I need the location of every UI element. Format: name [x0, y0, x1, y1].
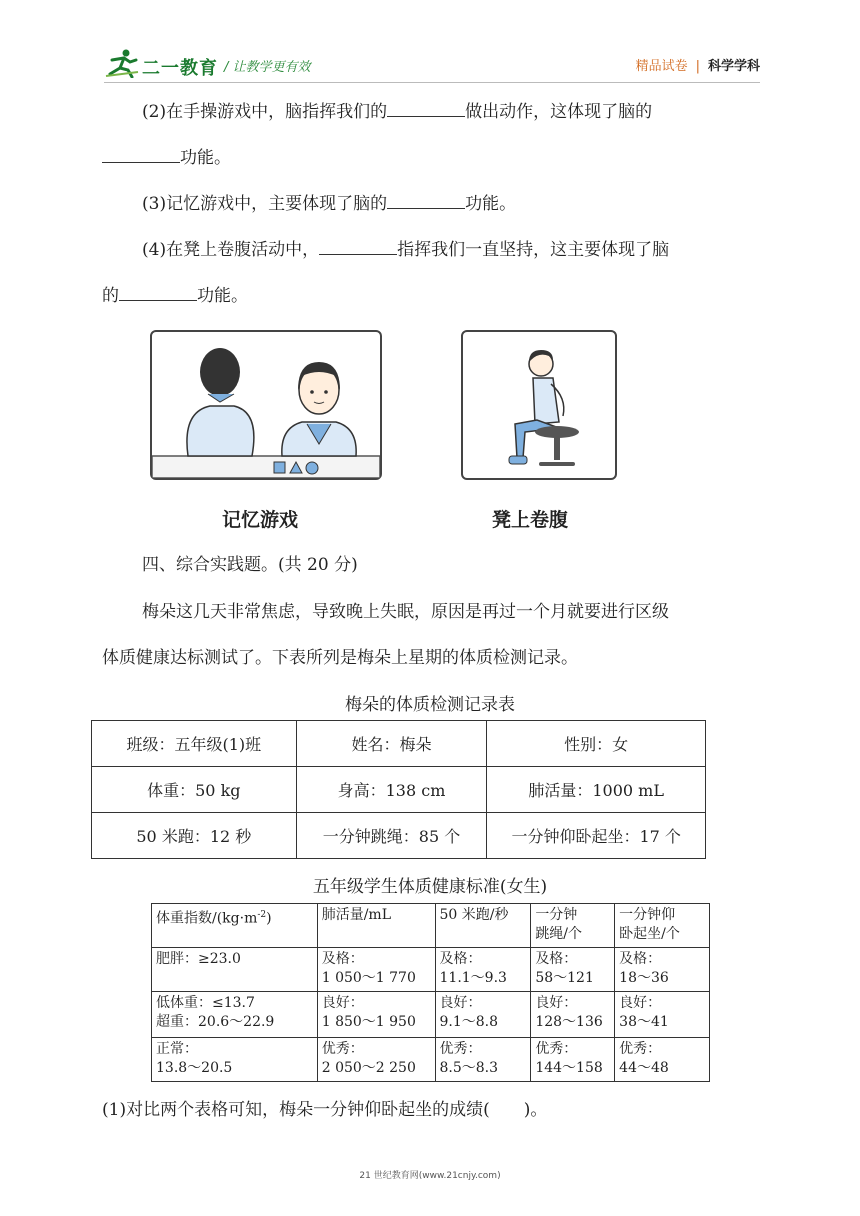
question-2-line-1: (2)在手操游戏中，脑指挥我们的 做出动作，这体现了脑的	[142, 102, 653, 122]
page-footer: 21 世纪教育网(www.21cnjy.com)	[359, 1171, 501, 1181]
page-header	[0, 0, 860, 90]
table-cell: 低体重：≤13.7 超重：20.6～22.9	[152, 992, 318, 1038]
table-cell: 50 米跑：12 秒	[92, 813, 297, 859]
runner-logo-icon	[104, 48, 140, 78]
header-tags	[636, 55, 760, 74]
brand-slogan: / 让教学更有效	[224, 60, 311, 75]
table-cell: 体重：50 kg	[92, 767, 297, 813]
table-cell: 性别：女	[487, 721, 706, 767]
fitness-standard-table	[151, 903, 710, 1082]
table-cell: 正常： 13.8～20.5	[152, 1038, 318, 1082]
table-2-title: 五年级学生体质健康标准(女生)	[312, 877, 548, 897]
answer-blank[interactable]	[102, 148, 180, 163]
tag-separator: |	[695, 59, 700, 74]
table-cell: 一分钟跳绳：85 个	[296, 813, 487, 859]
table-cell: 良好： 38～41	[615, 992, 710, 1038]
children-at-table-icon	[152, 332, 380, 478]
table-row	[152, 992, 710, 1038]
section-4-paragraph-line-1: 梅朵这几天非常焦虑，导致晚上失眠，原因是再过一个月就要进行区级	[142, 602, 669, 622]
table-cell: 身高：138 cm	[296, 767, 487, 813]
table-cell: 良好： 9.1～8.8	[435, 992, 531, 1038]
question-4-1: (1)对比两个表格可知，梅朵一分钟仰卧起坐的成绩( )。	[102, 1100, 548, 1120]
table-cell: 优秀： 8.5～8.3	[435, 1038, 531, 1082]
table-row	[92, 813, 706, 859]
section-4-heading: 四、综合实践题。(共 20 分)	[142, 555, 358, 575]
section-4-paragraph-line-2: 体质健康达标测试了。下表所列是梅朵上星期的体质检测记录。	[102, 648, 578, 668]
memory-game-illustration	[150, 330, 382, 480]
table-header-cell: 肺活量/mL	[317, 904, 435, 948]
table-cell: 良好： 1 850～1 950	[317, 992, 435, 1038]
table-row	[152, 1038, 710, 1082]
table-row	[92, 721, 706, 767]
answer-blank[interactable]	[319, 240, 397, 255]
figure-caption-stool-crunch: 凳上卷腹	[492, 509, 569, 531]
table-cell: 及格： 18～36	[615, 948, 710, 992]
tag-subject: 科学学科	[707, 59, 760, 74]
answer-blank[interactable]	[119, 286, 197, 301]
table-row	[92, 767, 706, 813]
table-cell: 优秀： 44～48	[615, 1038, 710, 1082]
answer-blank[interactable]	[387, 102, 465, 117]
table-header-cell: 一分钟 跳绳/个	[531, 904, 615, 948]
table-1-title: 梅朵的体质检测记录表	[345, 695, 515, 715]
table-header-cell: 一分钟仰 卧起坐/个	[615, 904, 710, 948]
question-4-line-2: 的 功能。	[102, 286, 248, 306]
table-row	[152, 948, 710, 992]
fitness-record-table	[91, 720, 706, 859]
table-cell: 优秀： 144～158	[531, 1038, 615, 1082]
brand-logo	[104, 48, 344, 82]
answer-blank[interactable]	[387, 194, 465, 209]
table-header-row	[152, 904, 710, 948]
brand-name: 二一教育	[142, 58, 218, 79]
figure-caption-memory-game: 记忆游戏	[222, 509, 299, 531]
stool-crunch-illustration	[461, 330, 617, 480]
child-on-stool-icon	[463, 332, 615, 478]
table-cell: 肥胖：≥23.0	[152, 948, 318, 992]
table-cell: 一分钟仰卧起坐：17 个	[487, 813, 706, 859]
header-divider	[104, 82, 760, 83]
table-cell: 及格： 1 050～1 770	[317, 948, 435, 992]
table-cell: 姓名：梅朵	[296, 721, 487, 767]
table-cell: 良好： 128～136	[531, 992, 615, 1038]
tag-quality-paper: 精品试卷	[635, 59, 688, 74]
table-header-cell: 体重指数$/(kg\cdot m^{-2})$	[152, 904, 318, 948]
table-cell: 及格： 58～121	[531, 948, 615, 992]
table-cell: 肺活量：1000 mL	[487, 767, 706, 813]
question-4-line-1: (4)在凳上卷腹活动中， 指挥我们一直坚持，这主要体现了脑	[142, 240, 670, 260]
table-header-cell: 50 米跑/秒	[435, 904, 531, 948]
table-cell: 优秀： 2 050～2 250	[317, 1038, 435, 1082]
table-cell: 班级：五年级(1)班	[92, 721, 297, 767]
table-cell: 及格： 11.1～9.3	[435, 948, 531, 992]
question-2-line-2: 功能。	[102, 148, 231, 168]
question-3: (3)记忆游戏中，主要体现了脑的 功能。	[142, 194, 517, 214]
